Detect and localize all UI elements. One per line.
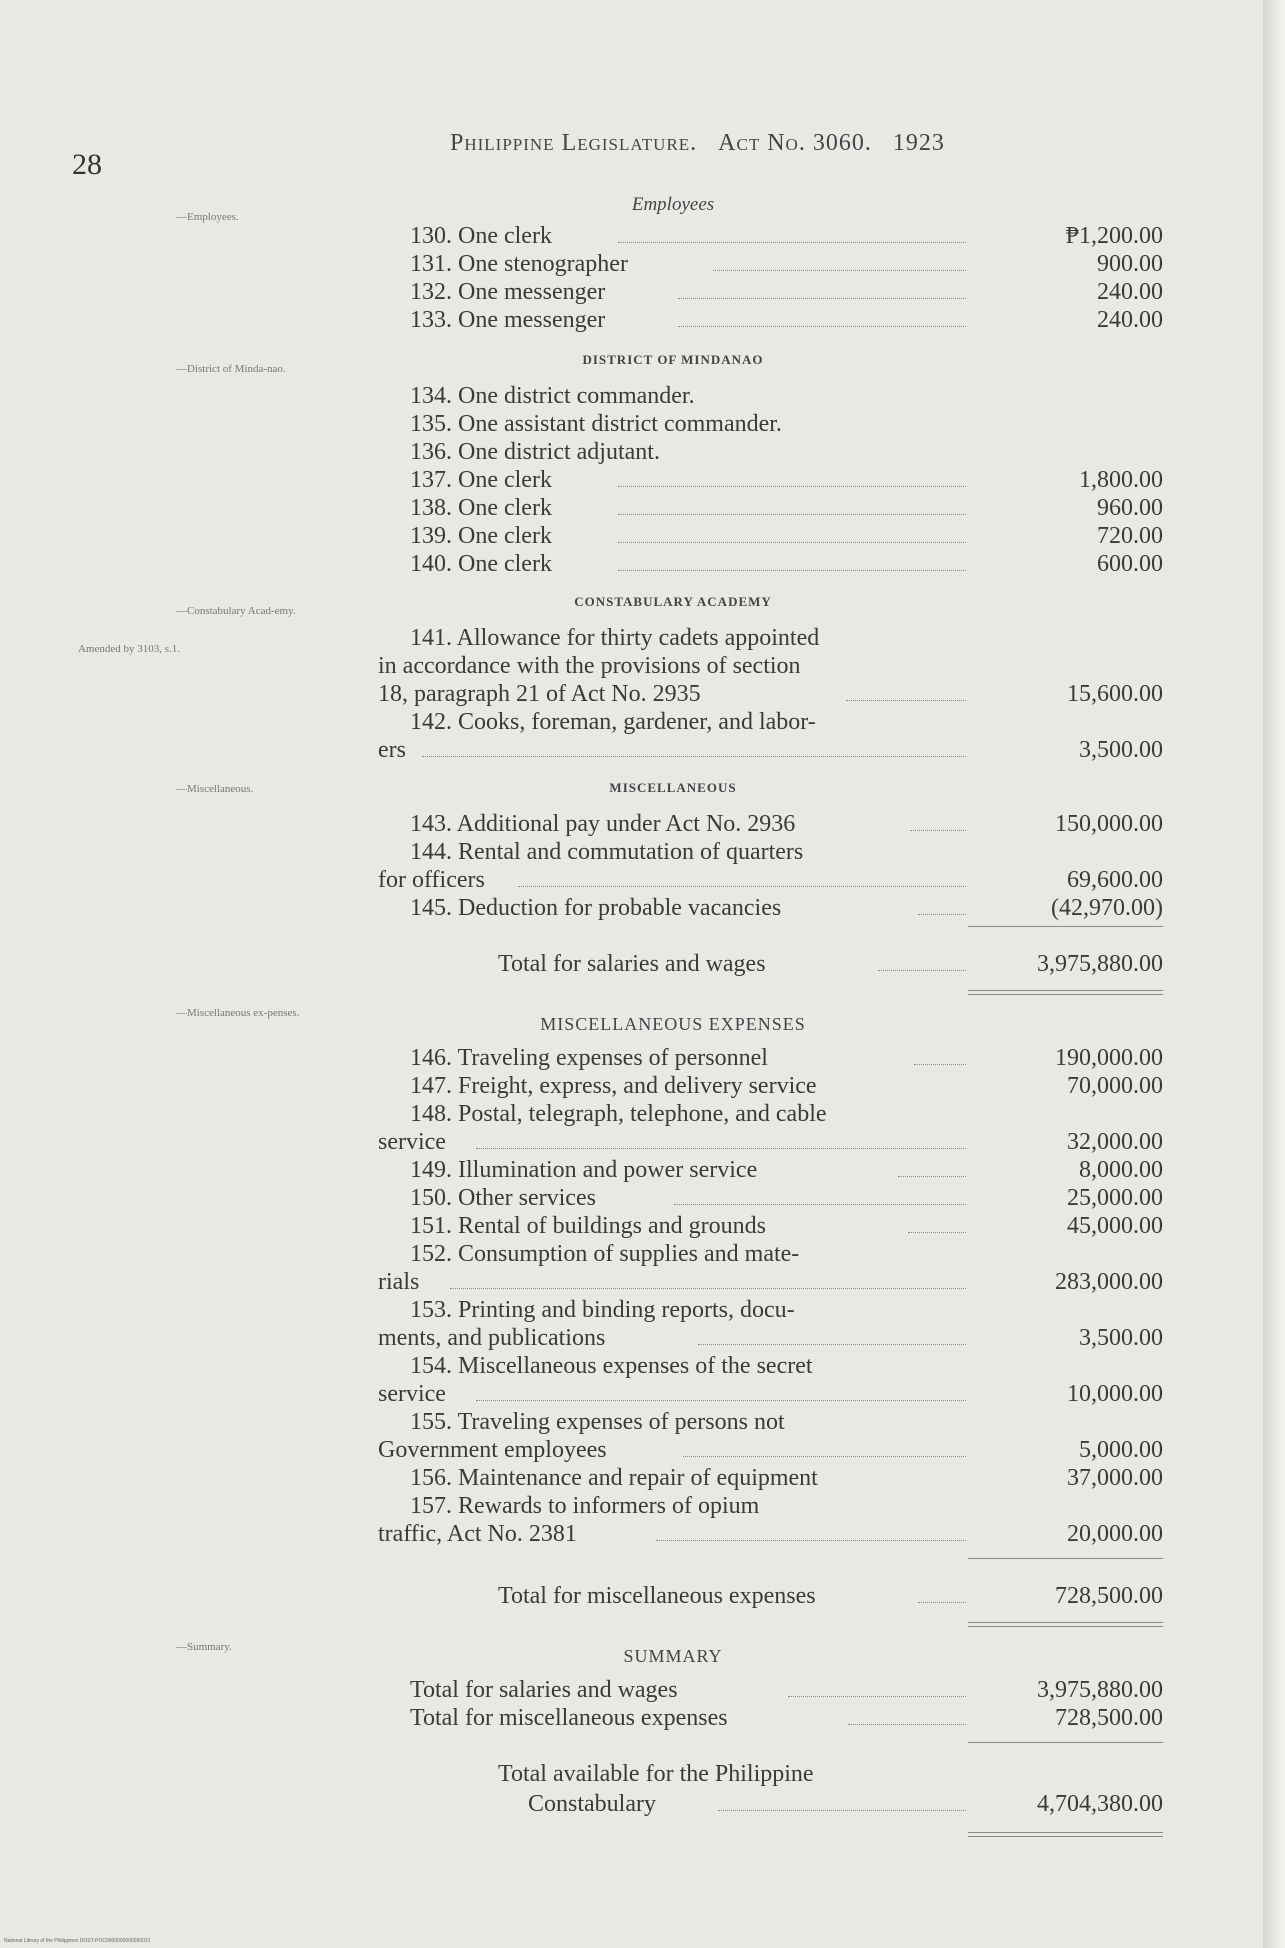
item-143 [378, 810, 1163, 838]
item-144-line-1 [378, 838, 1163, 866]
page-number: 28 [72, 148, 102, 181]
item-138 [378, 494, 1163, 522]
summary-salaries-text: Total for salaries and wages [410, 1677, 678, 1703]
item-133-amount: 240.00 [1097, 307, 1163, 333]
running-head [450, 130, 945, 157]
item-140 [378, 550, 1163, 578]
running-head-title: Philippine Legislature. [450, 130, 698, 156]
total-salaries-amount: 3,975,880.00 [1037, 951, 1163, 977]
item-154-text-2: service [378, 1381, 446, 1407]
item-148-line-2 [378, 1128, 1163, 1156]
item-153-line-2 [378, 1324, 1163, 1352]
leader-dots [618, 486, 966, 487]
item-131-amount: 900.00 [1097, 251, 1163, 277]
leader-dots [450, 1288, 966, 1289]
total-misc-text: Total for miscellaneous expenses [498, 1583, 816, 1609]
item-141-text-2: in accordance with the provisions of section [378, 653, 801, 679]
item-154-line-2 [378, 1380, 1163, 1408]
item-155-line-2 [378, 1436, 1163, 1464]
leader-dots [656, 1540, 966, 1541]
item-155-text-1: 155. Traveling expenses of persons not [410, 1409, 785, 1435]
leader-dots [698, 1344, 966, 1345]
leader-dots [678, 298, 966, 299]
item-157-text-1: 157. Rewards to informers of opium [410, 1493, 760, 1519]
leader-dots [476, 1148, 966, 1149]
item-141-amount: 15,600.00 [1067, 681, 1163, 707]
leader-dots [910, 830, 966, 831]
item-132-amount: 240.00 [1097, 279, 1163, 305]
item-130-text: 130. One clerk [410, 223, 552, 249]
margin-note-miscellaneous: —Miscellaneous. [176, 783, 254, 795]
leader-dots [678, 326, 966, 327]
item-137-amount: 1,800.00 [1079, 467, 1163, 493]
item-142-line-1 [378, 708, 1163, 736]
heading-summary: SUMMARY [623, 1646, 723, 1666]
heading-miscellaneous: MISCELLANEOUS [609, 780, 737, 795]
summary-salaries [378, 1676, 1163, 1704]
summary-salaries-amount: 3,975,880.00 [1037, 1677, 1163, 1703]
leader-dots [718, 1810, 966, 1811]
item-130 [378, 222, 1163, 250]
item-157-line-2 [378, 1520, 1163, 1548]
leader-dots [914, 1064, 966, 1065]
leader-dots [422, 756, 966, 757]
grand-total-amount: 4,704,380.00 [1037, 1791, 1163, 1817]
item-140-text: 140. One clerk [410, 551, 552, 577]
item-145 [378, 894, 1163, 922]
margin-note-summary: —Summary. [176, 1641, 232, 1653]
leader-dots [713, 270, 966, 271]
item-141-text-1: 141. Allowance for thirty cadets appointed [410, 625, 820, 651]
leader-dots [898, 1176, 966, 1177]
item-147 [378, 1072, 1163, 1100]
item-149 [378, 1156, 1163, 1184]
margin-note-amended: Amended by 3103, s.1. [77, 643, 180, 655]
total-misc-amount: 728,500.00 [1055, 1583, 1163, 1609]
item-139-text: 139. One clerk [410, 523, 552, 549]
item-156 [378, 1464, 1163, 1492]
item-137-text: 137. One clerk [410, 467, 552, 493]
subtotal-rule [968, 1558, 1163, 1559]
leader-dots [683, 1456, 966, 1457]
item-157-text-2: traffic, Act No. 2381 [378, 1521, 577, 1547]
item-152-amount: 283,000.00 [1055, 1269, 1163, 1295]
total-salaries-text: Total for salaries and wages [498, 951, 766, 977]
subtotal-rule [968, 1742, 1163, 1743]
item-138-amount: 960.00 [1097, 495, 1163, 521]
item-152-text-1: 152. Consumption of supplies and mate- [410, 1241, 800, 1267]
item-153-text-2: ments, and publications [378, 1325, 606, 1351]
item-157-line-1 [378, 1492, 1163, 1520]
item-154-line-1 [378, 1352, 1163, 1380]
heading-mindanao: DISTRICT OF MINDANAO [582, 352, 764, 367]
item-148-amount: 32,000.00 [1067, 1129, 1163, 1155]
grand-total-text-2: Constabulary [528, 1791, 656, 1817]
item-146-amount: 190,000.00 [1055, 1045, 1163, 1071]
leader-dots [878, 970, 966, 971]
item-155-amount: 5,000.00 [1079, 1437, 1163, 1463]
item-136-text: 136. One district adjutant. [410, 439, 660, 465]
item-152-text-2: rials [378, 1269, 420, 1295]
item-134 [378, 382, 1163, 410]
item-154-amount: 10,000.00 [1067, 1381, 1163, 1407]
grand-total-line-1 [378, 1760, 1163, 1788]
item-154-text-1: 154. Miscellaneous expenses of the secret [410, 1353, 813, 1379]
page-edge [1263, 0, 1285, 1948]
item-155-line-1 [378, 1408, 1163, 1436]
item-141-text-3: 18, paragraph 21 of Act No. 2935 [378, 681, 701, 707]
leader-dots [846, 700, 966, 701]
margin-note-mindanao: —District of Minda-nao. [176, 363, 286, 375]
item-149-text: 149. Illumination and power service [410, 1157, 758, 1183]
leader-dots [518, 886, 966, 887]
grand-total-line-2 [378, 1790, 1163, 1818]
item-155-text-2: Government employees [378, 1437, 607, 1463]
item-136 [378, 438, 1163, 466]
item-151-text: 151. Rental of buildings and grounds [410, 1213, 766, 1239]
heading-academy: CONSTABULARY ACADEMY [574, 594, 772, 609]
leader-dots [788, 1696, 966, 1697]
item-142-amount: 3,500.00 [1079, 737, 1163, 763]
item-133-text: 133. One messenger [410, 307, 606, 333]
summary-misc [378, 1704, 1163, 1732]
item-133 [378, 306, 1163, 334]
item-148-line-1 [378, 1100, 1163, 1128]
item-139-amount: 720.00 [1097, 523, 1163, 549]
item-157-amount: 20,000.00 [1067, 1521, 1163, 1547]
leader-dots [848, 1724, 966, 1725]
subtotal-rule [968, 926, 1163, 927]
item-134-text: 134. One district commander. [410, 383, 695, 409]
leader-dots [618, 542, 966, 543]
grand-total-double-rule [968, 1832, 1163, 1837]
item-135 [378, 410, 1163, 438]
item-137 [378, 466, 1163, 494]
item-150 [378, 1184, 1163, 1212]
leader-dots [618, 514, 966, 515]
item-150-text: 150. Other services [410, 1185, 596, 1211]
item-145-amount: (42,970.00) [1051, 895, 1163, 921]
item-143-text: 143. Additional pay under Act No. 2936 [410, 811, 796, 837]
leader-dots [618, 570, 966, 571]
total-double-rule [968, 1622, 1163, 1627]
total-salaries [378, 950, 1163, 978]
item-132 [378, 278, 1163, 306]
item-142-text-2: ers [378, 737, 406, 763]
item-131-text: 131. One stenographer [410, 251, 628, 277]
item-153-text-1: 153. Printing and binding reports, docu- [410, 1297, 795, 1323]
item-144-amount: 69,600.00 [1067, 867, 1163, 893]
item-152-line-1 [378, 1240, 1163, 1268]
item-146 [378, 1044, 1163, 1072]
item-138-text: 138. One clerk [410, 495, 552, 521]
leader-dots [918, 914, 966, 915]
item-148-text-2: service [378, 1129, 446, 1155]
leader-dots [674, 1204, 966, 1205]
item-131 [378, 250, 1163, 278]
item-147-amount: 70,000.00 [1067, 1073, 1163, 1099]
item-152-line-2 [378, 1268, 1163, 1296]
item-147-text: 147. Freight, express, and delivery service [410, 1073, 817, 1099]
running-head-year: 1923 [892, 130, 945, 156]
item-145-text: 145. Deduction for probable vacancies [410, 895, 782, 921]
item-150-amount: 25,000.00 [1067, 1185, 1163, 1211]
total-misc [378, 1582, 1163, 1610]
item-141-line-1 [378, 624, 1163, 652]
item-130-amount: ₱1,200.00 [1065, 223, 1163, 249]
margin-note-academy: —Constabulary Acad-emy. [176, 605, 296, 617]
item-142-line-2 [378, 736, 1163, 764]
item-144-text-1: 144. Rental and commutation of quarters [410, 839, 804, 865]
item-140-amount: 600.00 [1097, 551, 1163, 577]
item-153-line-1 [378, 1296, 1163, 1324]
leader-dots [918, 1602, 966, 1603]
heading-employees: Employees [631, 194, 715, 215]
item-153-amount: 3,500.00 [1079, 1325, 1163, 1351]
heading-misc-expenses: MISCELLANEOUS EXPENSES [540, 1014, 806, 1034]
item-143-amount: 150,000.00 [1055, 811, 1163, 837]
grand-total-text-1: Total available for the Philippine [498, 1761, 814, 1787]
item-144-text-2: for officers [378, 867, 485, 893]
item-142-text-1: 142. Cooks, foreman, gardener, and labor- [410, 709, 816, 735]
item-151-amount: 45,000.00 [1067, 1213, 1163, 1239]
leader-dots [476, 1400, 966, 1401]
item-156-amount: 37,000.00 [1067, 1465, 1163, 1491]
item-135-text: 135. One assistant district commander. [410, 411, 782, 437]
total-double-rule [968, 990, 1163, 995]
running-head-act: Act No. 3060. [718, 130, 872, 156]
item-141-line-3 [378, 680, 1163, 708]
item-149-amount: 8,000.00 [1079, 1157, 1163, 1183]
item-146-text: 146. Traveling expenses of personnel [410, 1045, 768, 1071]
leader-dots [908, 1232, 966, 1233]
margin-note-misc-expenses: —Miscellaneous ex-penses. [176, 1007, 300, 1019]
item-139 [378, 522, 1163, 550]
item-144-line-2 [378, 866, 1163, 894]
summary-misc-amount: 728,500.00 [1055, 1705, 1163, 1731]
item-156-text: 156. Maintenance and repair of equipment [410, 1465, 818, 1491]
item-151 [378, 1212, 1163, 1240]
margin-note-employees: —Employees. [176, 211, 239, 223]
item-141-line-2 [378, 652, 1163, 680]
leader-dots [618, 242, 966, 243]
footer-credit: National Library of the Philippines DOST-POC0000000000050031 [4, 1938, 151, 1944]
item-132-text: 132. One messenger [410, 279, 606, 305]
item-148-text-1: 148. Postal, telegraph, telephone, and cable [410, 1101, 827, 1127]
summary-misc-text: Total for miscellaneous expenses [410, 1705, 728, 1731]
